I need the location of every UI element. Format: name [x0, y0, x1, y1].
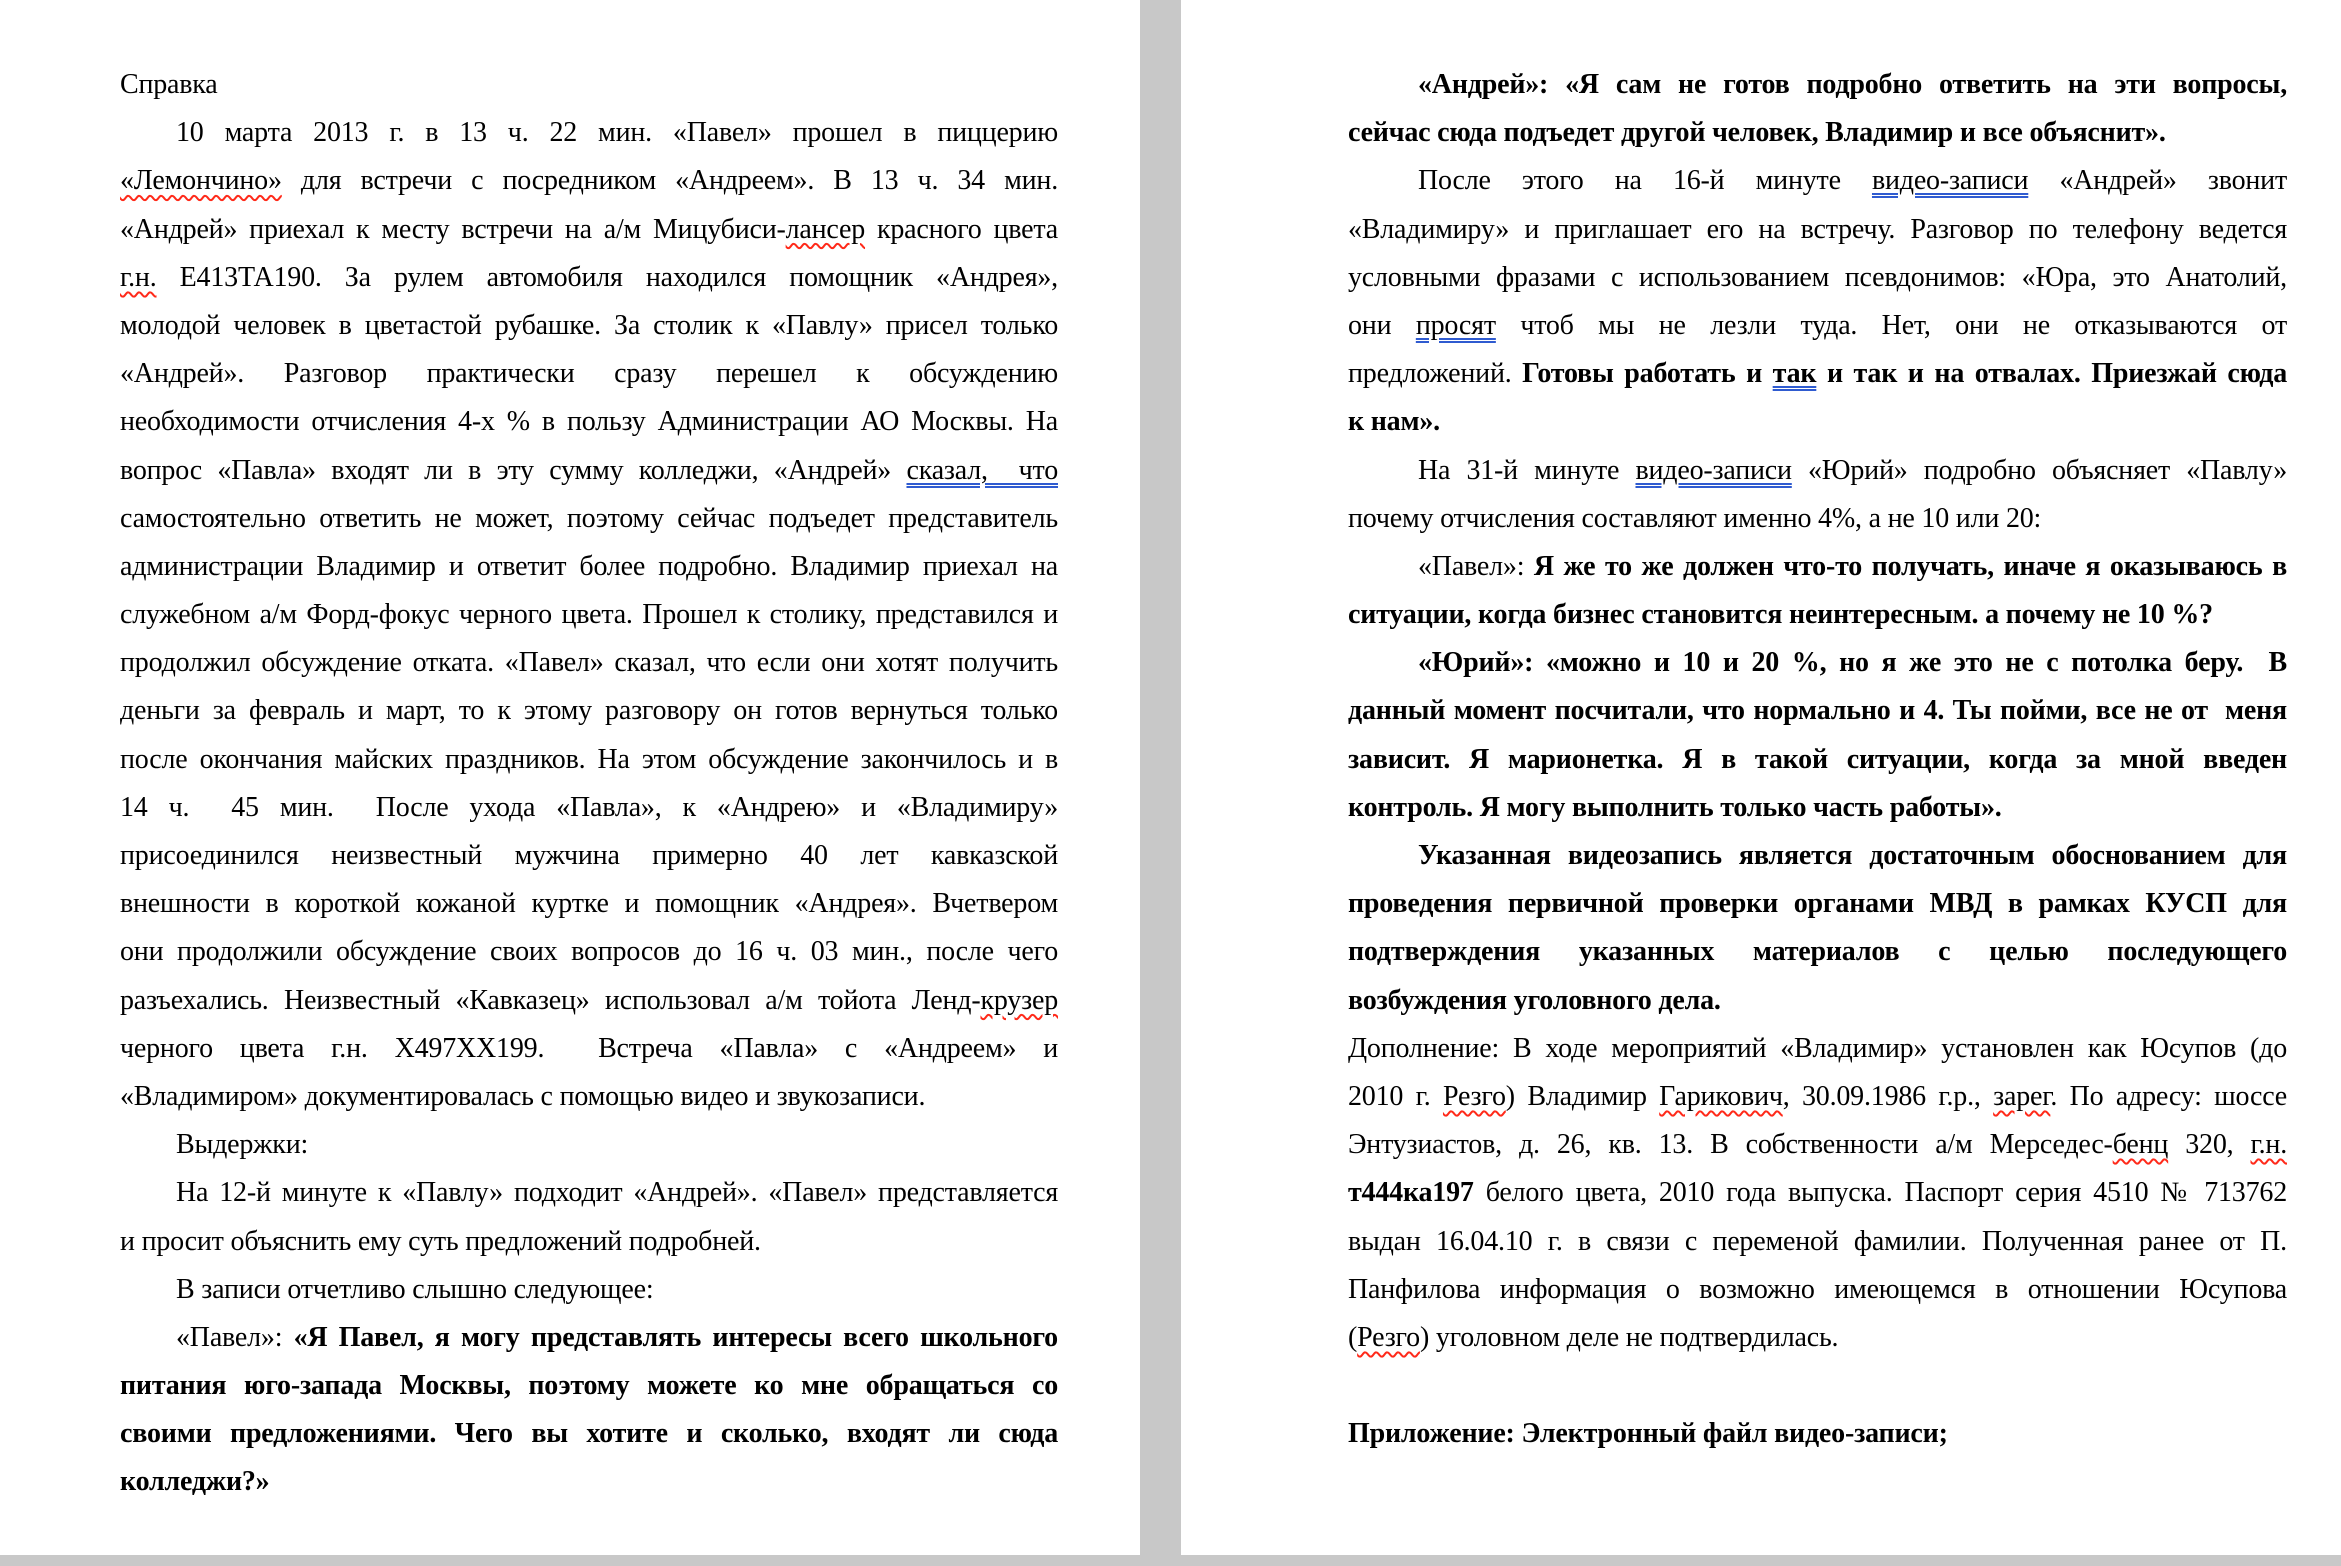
- text-segment: необходимости отчисления 4-х % в пользу Администрации АО Москвы. На: [120, 406, 1058, 438]
- text-line[interactable]: [120, 977, 1058, 1025]
- text-segment: контроль. Я могу выполнить только часть работы».: [1348, 791, 2002, 823]
- text-line[interactable]: [1348, 157, 2287, 205]
- text-segment: «Лемончино»: [120, 165, 282, 197]
- text-segment: т444ка197: [1348, 1177, 1474, 1209]
- text-segment: присоединился неизвестный мужчина примерно 40 лет кавказской: [120, 840, 1058, 871]
- page-2[interactable]: [1181, 0, 2341, 1566]
- text-line[interactable]: [1348, 736, 2287, 784]
- text-line[interactable]: [1348, 350, 2287, 398]
- text-segment: они: [1348, 309, 1416, 341]
- text-segment: ситуации, когда бизнес становится неинтересным. а почему не 10 %?: [1348, 599, 2213, 631]
- text-segment: «Владимиру» и приглашает его на встречу. Разговор по телефону ведется: [1348, 213, 2287, 245]
- text-segment: «Юрий» подробно объясняет «Павлу»: [1791, 454, 2287, 486]
- page-gap: [1140, 0, 1181, 1566]
- text-segment: «Владимиром» документировалась с помощью видео и звукозаписи.: [120, 1080, 926, 1112]
- text-segment: видео-записи: [1635, 454, 1792, 486]
- text-segment: Энтузиастов, д. 26, кв. 13. В собственности а/м Мерседес-: [1348, 1129, 2113, 1161]
- text-segment: Готовы работать и: [1522, 358, 1773, 390]
- text-segment: выдан 16.04.10 г. в связи с переменой фамилии. Полученная ранее от П.: [1348, 1225, 2287, 1257]
- text-line[interactable]: [1348, 206, 2287, 254]
- text-line[interactable]: [120, 928, 1058, 976]
- text-line[interactable]: [1348, 302, 2287, 350]
- text-line[interactable]: [1348, 495, 2287, 543]
- text-line[interactable]: [1348, 447, 2287, 495]
- text-line[interactable]: [120, 61, 1058, 109]
- text-line[interactable]: [120, 398, 1058, 446]
- text-segment: «Я Павел, я могу представлять интересы всего школьного: [293, 1321, 1058, 1353]
- text-segment: для встречи с посредником «Андреем». В 13 ч. 34 мин.: [281, 165, 1058, 197]
- text-segment: они продолжили обсуждение своих вопросов до 16 ч. 03 мин., после чего: [120, 936, 1058, 968]
- text-line[interactable]: [120, 543, 1058, 591]
- text-line[interactable]: [120, 1362, 1058, 1410]
- text-segment: бенц: [2112, 1129, 2169, 1161]
- page-2-text: [1348, 61, 2287, 1458]
- text-line[interactable]: [120, 639, 1058, 687]
- text-line[interactable]: [120, 1025, 1058, 1073]
- text-segment: молодой человек в цветастой рубашке. За столик к «Павлу» присел только: [120, 309, 1058, 341]
- text-segment: Панфилова информация о возможно имеющемся в отношении Юсупова: [1348, 1273, 2287, 1305]
- text-segment: Е413ТА190. За рулем автомобиля находился помощник «Андрея»,: [156, 261, 1058, 293]
- text-segment: зарег: [1993, 1080, 2051, 1112]
- text-line[interactable]: [120, 495, 1058, 543]
- text-segment: 320,: [2168, 1129, 2251, 1161]
- text-line[interactable]: [1348, 254, 2287, 302]
- text-line[interactable]: [1348, 687, 2287, 735]
- text-line[interactable]: [1348, 784, 2287, 832]
- text-segment: подтверждения указанных материалов с целью последующего: [1348, 936, 2287, 968]
- text-line[interactable]: [120, 687, 1058, 735]
- text-segment: черного цвета г.н. Х497ХХ199. Встреча «Павла» с «Андреем» и: [120, 1032, 1058, 1064]
- text-line[interactable]: [120, 109, 1058, 157]
- text-segment: условными фразами с использованием псевдонимов: «Юра, это Анатолий,: [1348, 261, 2287, 293]
- text-line[interactable]: [1348, 543, 2287, 591]
- text-segment: г.н.: [2250, 1129, 2287, 1161]
- text-line[interactable]: [120, 1121, 1058, 1169]
- text-segment: питания юго-запада Москвы, поэтому можете ко мне обращаться со: [120, 1370, 1058, 1402]
- text-segment: служебном а/м Форд-фокус черного цвета. Прошел к столику, представился и: [120, 599, 1058, 631]
- text-segment: «Андрей». Разговор практически сразу перешел к обсуждению: [120, 358, 1058, 390]
- text-segment: сейчас сюда подъедет другой человек, Владимир и все объяснит».: [1348, 117, 2166, 149]
- text-line[interactable]: [120, 1410, 1058, 1458]
- text-line[interactable]: [1348, 1362, 2287, 1410]
- text-line[interactable]: [1348, 977, 2287, 1025]
- text-line[interactable]: [1348, 832, 2287, 880]
- text-segment: чтоб мы не лезли туда. Нет, они не отказываются от: [1495, 309, 2287, 341]
- text-segment: 14 ч. 45 мин. После ухода «Павла», к «Андрею» и «Владимиру»: [120, 791, 1058, 823]
- text-segment: «Андрей»: «Я сам не готов подробно ответить на эти вопросы,: [1418, 69, 2287, 100]
- text-segment: зависит. Я марионетка. Я в такой ситуации, когда за мной введен: [1348, 743, 2287, 775]
- text-segment: и просит объяснить ему суть предложений подробней.: [120, 1225, 761, 1257]
- text-segment: Приложение: Электронный файл видео-записи;: [1348, 1418, 1948, 1450]
- text-segment: Справка: [120, 69, 218, 100]
- text-line[interactable]: [120, 736, 1058, 784]
- text-segment: После этого на 16-й минуте: [1418, 165, 1872, 197]
- text-segment: внешности в короткой кожаной куртке и помощник «Андрея». Вчетвером: [120, 888, 1058, 920]
- text-segment: Дополнение: В ходе мероприятий «Владимир» установлен как Юсупов (до: [1348, 1032, 2287, 1064]
- text-line[interactable]: [1348, 1121, 2287, 1169]
- text-line[interactable]: [120, 350, 1058, 398]
- text-line[interactable]: [1348, 928, 2287, 976]
- text-line[interactable]: [120, 832, 1058, 880]
- text-line[interactable]: [1348, 1410, 2287, 1458]
- text-line[interactable]: [1348, 398, 2287, 446]
- text-segment: Указанная видеозапись является достаточным обоснованием для: [1418, 840, 2287, 871]
- text-segment: Выдержки:: [176, 1129, 309, 1161]
- text-line[interactable]: [1348, 1314, 2287, 1362]
- text-segment: после окончания майских праздников. На этом обсуждение закончилось и в: [120, 743, 1058, 775]
- text-segment: Гарикович: [1659, 1080, 1783, 1112]
- text-segment: просят: [1415, 309, 1496, 341]
- text-line[interactable]: [120, 591, 1058, 639]
- text-line[interactable]: [1348, 1025, 2287, 1073]
- text-line[interactable]: [120, 1218, 1058, 1266]
- text-segment: возбуждения уголовного дела.: [1348, 984, 1721, 1016]
- text-segment: ) Владимир: [1505, 1080, 1660, 1112]
- text-segment: продолжил обсуждение отката. «Павел» сказал, что если они хотят получить: [120, 647, 1058, 679]
- text-line[interactable]: [120, 1458, 1058, 1506]
- text-line[interactable]: [120, 1169, 1058, 1217]
- text-segment: , 30.09.1986 г.р.,: [1782, 1080, 1994, 1112]
- page-1-text: [120, 61, 1058, 1507]
- text-segment: В записи отчетливо слышно следующее:: [176, 1273, 654, 1305]
- text-segment: «Павел»:: [1418, 550, 1534, 582]
- text-segment: и так и на отвалах. Приезжай сюда: [1816, 358, 2287, 390]
- text-segment: лансер: [785, 213, 866, 245]
- text-segment: На 12-й минуте к «Павлу» подходит «Андрей». «Павел» представляется: [176, 1177, 1058, 1209]
- text-line[interactable]: [120, 302, 1058, 350]
- text-segment: к нам».: [1348, 406, 1440, 438]
- page-1[interactable]: [0, 0, 1140, 1566]
- text-segment: разъехались. Неизвестный «Кавказец» использовал а/м тойота Ленд-: [120, 984, 981, 1016]
- text-segment: Я же то же должен что-то получать, иначе я оказываюсь в: [1533, 550, 2287, 582]
- app-background-bottom-edge: [0, 1555, 2341, 1566]
- text-line[interactable]: [120, 1314, 1058, 1362]
- text-segment: «Андрей» приехал к месту встречи на а/м Мицубиси-: [120, 213, 786, 245]
- text-segment: колледжи?»: [120, 1466, 270, 1498]
- text-segment: 2010 г.: [1348, 1080, 1443, 1112]
- text-line[interactable]: [120, 447, 1058, 495]
- text-line[interactable]: [1348, 880, 2287, 928]
- text-segment: г.н.: [120, 261, 157, 293]
- text-segment: сказал, что: [906, 454, 1058, 486]
- text-segment: вопрос «Павла» входят ли в эту сумму колледжи, «Андрей»: [120, 454, 907, 486]
- text-line[interactable]: [120, 784, 1058, 832]
- text-segment: «Павел»:: [176, 1321, 294, 1353]
- text-segment: проведения первичной проверки органами МВД в рамках КУСП для: [1348, 888, 2287, 920]
- text-segment: «Андрей» звонит: [2028, 165, 2287, 197]
- text-line[interactable]: [1348, 591, 2287, 639]
- text-segment: ) уголовном деле не подтвердилась.: [1419, 1321, 1839, 1353]
- text-segment: Резго: [1442, 1080, 1506, 1112]
- text-segment: Резго: [1357, 1321, 1420, 1353]
- text-segment: так: [1772, 358, 1817, 390]
- text-line[interactable]: [120, 880, 1058, 928]
- text-line[interactable]: [120, 206, 1058, 254]
- text-segment: «Юрий»: «можно и 10 и 20 %, но я же это не с потолка беру. В: [1418, 647, 2287, 679]
- text-line[interactable]: [1348, 1169, 2287, 1217]
- text-line[interactable]: [1348, 61, 2287, 109]
- text-line[interactable]: [120, 157, 1058, 205]
- text-line[interactable]: [1348, 109, 2287, 157]
- text-line[interactable]: [120, 1266, 1058, 1314]
- text-segment: 10 марта 2013 г. в 13 ч. 22 мин. «Павел» прошел в пиццерию: [176, 117, 1058, 149]
- text-segment: предложений.: [1348, 358, 1523, 390]
- text-segment: красного цвета: [865, 213, 1058, 245]
- text-line[interactable]: [120, 254, 1058, 302]
- text-segment: деньги за февраль и март, то к этому разговору он готов вернуться только: [120, 695, 1058, 727]
- text-line[interactable]: [120, 1073, 1058, 1121]
- text-segment: самостоятельно ответить не может, поэтому сейчас подъедет представитель: [120, 502, 1058, 534]
- text-segment: данный момент посчитали, что нормально и 4. Ты пойми, все не от меня: [1348, 695, 2287, 727]
- text-line[interactable]: [1348, 1218, 2287, 1266]
- text-segment: На 31-й минуте: [1418, 454, 1636, 486]
- text-segment: видео-записи: [1871, 165, 2029, 197]
- text-segment: (: [1348, 1321, 1358, 1353]
- text-line[interactable]: [1348, 1073, 2287, 1121]
- text-line[interactable]: [1348, 639, 2287, 687]
- text-line[interactable]: [1348, 1266, 2287, 1314]
- text-segment: почему отчисления составляют именно 4%, а не 10 или 20:: [1348, 502, 2042, 534]
- text-segment: крузер: [980, 984, 1058, 1016]
- text-segment: . По адресу: шоссе: [2050, 1080, 2287, 1112]
- text-segment: своими предложениями. Чего вы хотите и сколько, входят ли сюда: [120, 1418, 1058, 1450]
- text-segment: белого цвета, 2010 года выпуска. Паспорт серия 4510 № 713762: [1473, 1177, 2287, 1209]
- text-segment: администрации Владимир и ответит более подробно. Владимир приехал на: [120, 550, 1058, 582]
